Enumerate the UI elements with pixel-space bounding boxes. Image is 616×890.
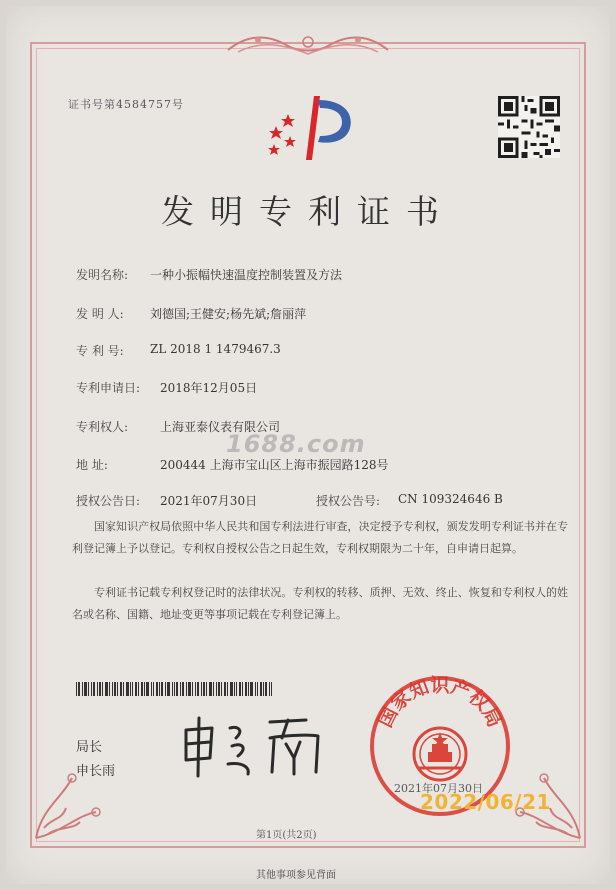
grant-number-label: 授权公告号: [316, 494, 381, 508]
certificate-title: 发明专利证书 [161, 192, 455, 231]
grant-number-value: CN 109324646 B [398, 492, 503, 506]
address-label: 地 址: [76, 458, 108, 472]
qr-code [498, 96, 560, 158]
page-number: 第1页(共2页) [256, 830, 317, 841]
inventor-value: 刘德国;王健安;杨先斌;詹丽萍 [150, 307, 307, 321]
filing-date-label: 专利申请日: [76, 381, 141, 395]
grant-date-value: 2021年07月30日 [160, 494, 258, 508]
corner-ornament-bottom-left [32, 768, 102, 844]
grant-statement-paragraph: 国家知识产权局依照中华人民共和国专利法进行审查，决定授予专利权，颁发发明专利证书并在专利登记簿上予以登记。专利权自授权公告之日起生效，专利权期限为二十年，自申请日起算。 [72, 520, 568, 555]
barcode [76, 682, 272, 696]
legal-status-paragraph: 专利证书记载专利权登记时的法律状况。专利权的转移、质押、无效、终止、恢复和专利权人的姓名或名称、国籍、地址变更等事项记载在专利登记簿上。 [72, 586, 568, 621]
signatory-name: 申长雨 [76, 764, 116, 779]
top-ornament [218, 32, 398, 60]
patentee-value: 上海亚泰仪表有限公司 [160, 420, 281, 434]
grant-date-label: 授权公告日: [76, 494, 141, 508]
watermark: 1688.com [226, 430, 366, 458]
patent-office-logo [262, 92, 358, 164]
signatory-title: 局长 [76, 740, 103, 755]
certificate-number: 证书号第4584757号 [68, 98, 184, 111]
photo-date-stamp: 2022/06/21 [420, 790, 551, 814]
invention-name-value: 一种小振幅快速温度控制装置及方法 [150, 268, 343, 282]
svg-text:国家知识产权局: 国家知识产权局 [374, 674, 506, 731]
seal-date: 2021年07月30日 [394, 782, 483, 795]
invention-name-label: 发明名称: [76, 268, 129, 282]
patent-number-label: 专 利 号: [76, 344, 124, 358]
footer-note: 其他事项参见背面 [256, 870, 336, 881]
patent-number-value: ZL 2018 1 1479467.3 [150, 342, 281, 356]
address-value: 200444 上海市宝山区上海市振园路128号 [160, 458, 389, 472]
inventor-label: 发 明 人: [76, 307, 124, 321]
handwritten-signature [178, 712, 338, 782]
patentee-label: 专利权人: [76, 420, 129, 434]
filing-date-value: 2018年12月05日 [160, 381, 258, 395]
